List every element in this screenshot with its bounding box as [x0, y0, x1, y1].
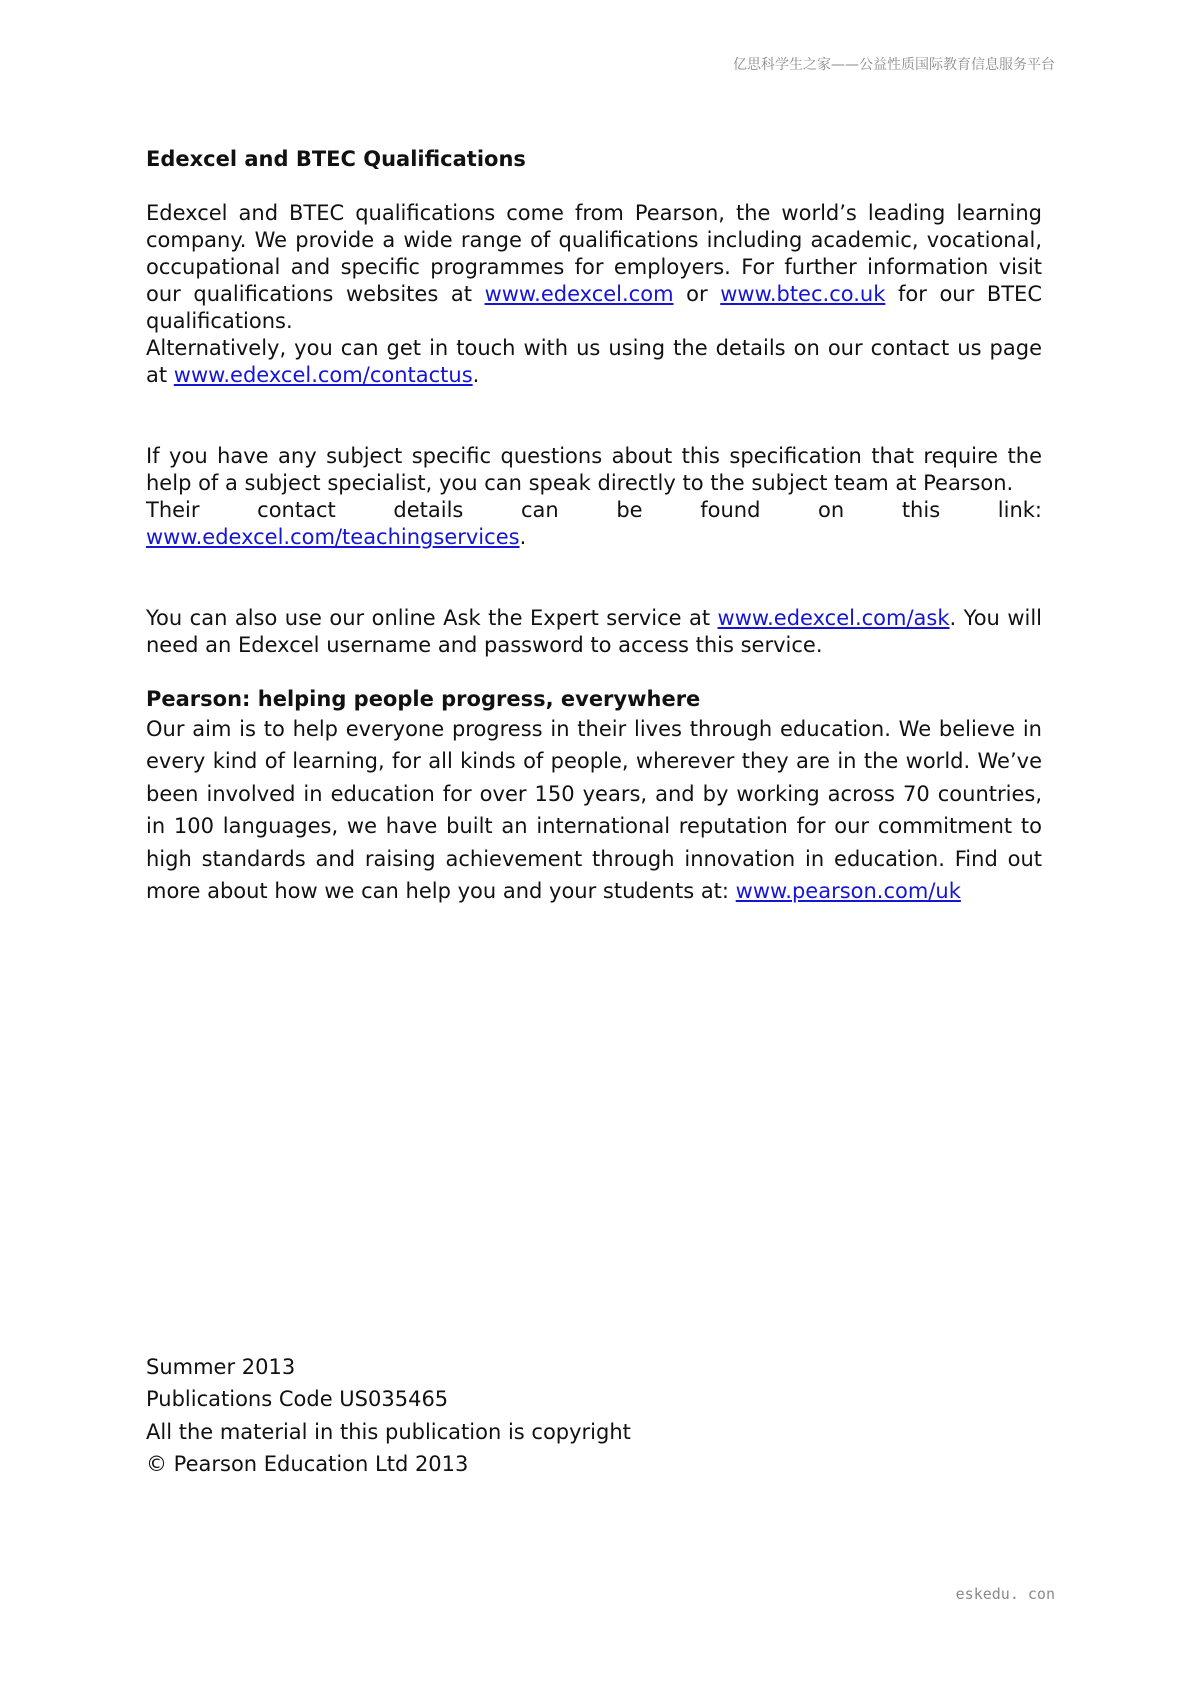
edexcel-link[interactable]: www.edexcel.com	[484, 282, 674, 306]
btec-link[interactable]: www.btec.co.uk	[720, 282, 886, 306]
ask-link[interactable]: www.edexcel.com/ask	[717, 606, 950, 630]
ask-expert-paragraph	[146, 605, 1042, 659]
footer-publication-code: Publications Code US035465	[146, 1387, 449, 1412]
contact-details-line: Their contact details can be found on this link:	[146, 498, 1042, 522]
ask-suffix-text: . You will need an Edexcel username and password to access this service.	[146, 606, 1042, 657]
contact-paragraph	[146, 335, 1042, 389]
section-title-qualifications: Edexcel and BTEC Qualifications	[146, 147, 526, 171]
teaching-services-line	[146, 524, 1042, 551]
footer-copyright-note: All the material in this publication is copyright	[146, 1419, 631, 1444]
teachingservices-link[interactable]: www.edexcel.com/teachingservices	[146, 525, 520, 549]
contactus-link[interactable]: www.edexcel.com/contactus	[173, 363, 473, 387]
pearson-text: Our aim is to help everyone progress in their lives through education. We believe in every kind of learning, for all kinds of people, wherever they are in the world. We’ve been involved in education for over 150 years, and by working across 70 countries, in 100 languages, we have built an international reputation for our commitment to high standards and raising achievement through innovation in education. Find out more about how we can help you and your students at:	[146, 717, 1042, 904]
footer-season: Summer 2013	[146, 1355, 296, 1379]
or-text: or	[673, 282, 721, 306]
contact-end: .	[472, 363, 480, 387]
btec-suffix-text: for our BTEC qualifications.	[146, 282, 1042, 333]
contact-text: Alternatively, you can get in touch with us using the details on our contact us page at	[146, 336, 1042, 387]
specialist-paragraph: If you have any subject specific questions about this specification that require the help of a subject specialist, you can speak directly to the subject team at Pearson.	[146, 444, 1042, 495]
publication-footer	[146, 1351, 631, 1481]
ask-text: You can also use our online Ask the Expert service at	[146, 606, 718, 630]
watermark-top: 亿思科学生之家——公益性质国际教育信息服务平台	[733, 57, 1055, 73]
pearson-link[interactable]: www.pearson.com/uk	[735, 879, 961, 904]
page-content	[146, 146, 1042, 907]
qualifications-text: Edexcel and BTEC qualifications come from Pearson, the world’s leading learning company. We provide a wide range of qualifications including academic, vocational, occupational and specific programmes for employers. For further information visit our qualifications websites at	[146, 201, 1042, 306]
qualifications-paragraph	[146, 200, 1042, 335]
pearson-paragraph	[146, 713, 1042, 907]
watermark-bottom: eskedu. con	[955, 1585, 1055, 1603]
teaching-end: .	[519, 525, 527, 549]
footer-copyright-holder: © Pearson Education Ltd 2013	[146, 1452, 469, 1477]
section-title-pearson: Pearson: helping people progress, everywhere	[146, 687, 701, 711]
